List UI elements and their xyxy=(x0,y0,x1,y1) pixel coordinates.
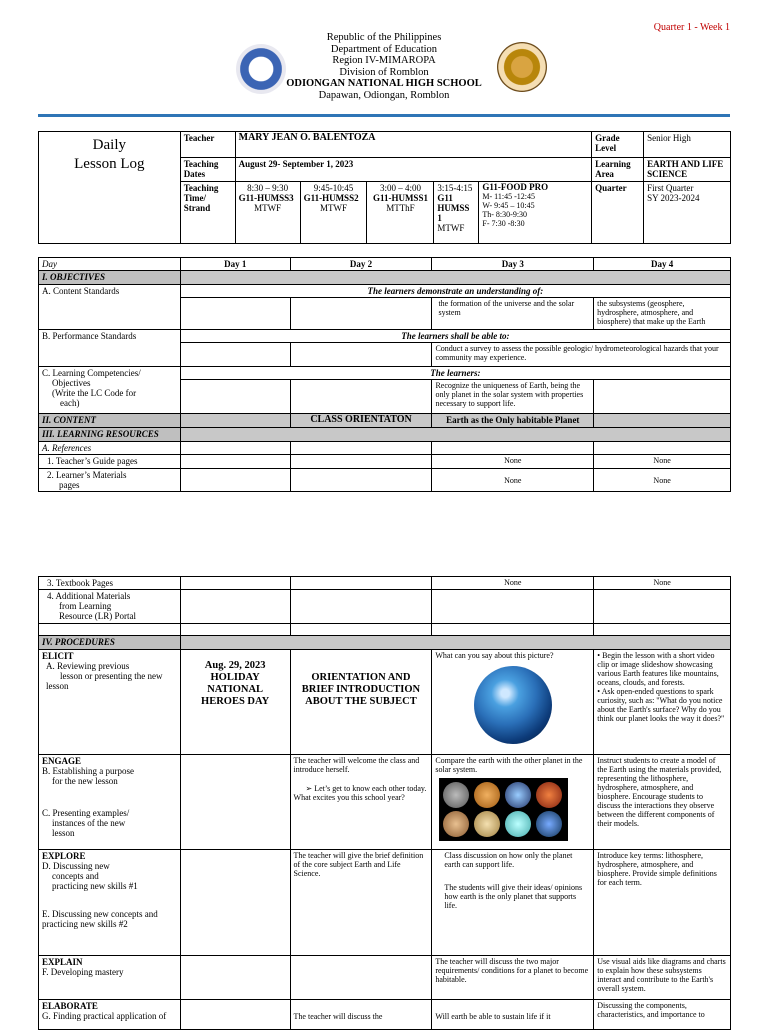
school-address: Dapawan, Odiongan, Romblon xyxy=(318,89,450,101)
cell-text: Conduct a survey to assess the possible geologic/ hydrometeorological hazards that your community may experience. xyxy=(432,343,731,367)
holiday-note: Aug. 29, 2023 HOLIDAY NATIONAL HEROES DAY xyxy=(180,650,290,755)
teacher-name: MARY JEAN O. BALENTOZA xyxy=(235,132,591,158)
quarter-value: First Quarter SY 2023-2024 xyxy=(644,182,731,244)
header-line: Division of Romblon xyxy=(339,66,429,78)
cell-text: the formation of the universe and the solar system xyxy=(432,298,594,330)
lesson-plan-table-page1 xyxy=(38,257,731,492)
row-label: EXPLAIN F. Developing mastery xyxy=(39,956,181,1000)
orientation-note: ORIENTATION AND BRIEF INTRODUCTION ABOUT THE SUBJECT xyxy=(290,650,432,755)
cell-text: Instruct students to create a model of the Earth using the materials provided, representing the lithosphere, hydrosphere, atmosphere, and biosphere. Encourage students to discuss the interactions they observe between the different components of their models. xyxy=(594,755,731,850)
cell-text: The teacher will discuss the xyxy=(290,1000,432,1030)
cell-text: What can you say about this picture? xyxy=(432,650,594,755)
cell-text: the subsystems (geosphere, hydrosphere, atmosphere, and biosphere) that make up the Earth xyxy=(594,298,731,330)
area-value: EARTH AND LIFE SCIENCE xyxy=(644,158,731,182)
cell-text: Use visual aids like diagrams and charts to explain how these subsystems interact and contribute to the Earth's overall system. xyxy=(594,956,731,1000)
day-header: Day xyxy=(39,258,181,271)
row-label: ENGAGE B. Establishing a purpose for the new lesson C. Presenting examples/ instances of the new lesson xyxy=(39,755,181,850)
cell-text: The teacher will welcome the class and introduce herself. ➢ Let’s get to know each other today. What excites you this school year? xyxy=(290,755,432,850)
cell-text: Discussing the components, characteristics, and importance to xyxy=(594,1000,731,1030)
dates-label: Teaching Dates xyxy=(180,158,235,182)
row-label: A. Content Standards xyxy=(39,285,181,330)
standard-banner: The learners demonstrate an understanding of: xyxy=(180,285,730,298)
header-line: Region IV-MIMAROPA xyxy=(332,55,436,66)
row-label: 4. Additional Materials from Learning Resource (LR) Portal xyxy=(39,590,181,624)
row-label: ELABORATE G. Finding practical application of xyxy=(39,1000,181,1030)
cell-text: None xyxy=(432,455,594,469)
planets-image xyxy=(439,778,568,841)
row-label: ELICIT A. Reviewing previous lesson or presenting the new lesson xyxy=(39,650,181,755)
teacher-label: Teacher xyxy=(180,132,235,158)
log-title: Daily Lesson Log xyxy=(39,132,181,244)
document-header xyxy=(0,32,768,101)
standard-banner: The learners: xyxy=(180,367,730,380)
schedule-slot: 8:30 – 9:30 G11-HUMSS3 MTWF xyxy=(235,182,300,244)
schedule-slot: 9:45-10:45 G11-HUMSS2 MTWF xyxy=(300,182,367,244)
section-heading: II. CONTENT xyxy=(39,414,181,428)
cell-text: None xyxy=(594,577,731,590)
section-heading: I. OBJECTIVES xyxy=(39,271,181,285)
header-divider xyxy=(38,114,730,117)
header-line: Department of Education xyxy=(330,43,438,55)
row-label: EXPLORE D. Discussing new concepts and practicing new skills #1 E. Discussing new concepts and practicing new skills #2 xyxy=(39,850,181,956)
grade-value: Senior High xyxy=(644,132,731,158)
lesson-plan-table-page2 xyxy=(38,576,731,1030)
section-heading: IV. PROCEDURES xyxy=(39,636,181,650)
quarter-label: Quarter xyxy=(592,182,644,244)
lesson-info-table xyxy=(38,131,731,244)
cell-text: None xyxy=(594,469,731,492)
earth-image xyxy=(474,666,552,744)
section-heading: III. LEARNING RESOURCES xyxy=(39,428,181,442)
cell-text: Introduce key terms: lithosphere, hydrosphere, atmosphere, and biosphere. Provide simple definitions for each term. xyxy=(594,850,731,956)
cell-text: Recognize the uniqueness of Earth, being the only planet in the solar system with properties necessary to support life. xyxy=(432,380,594,414)
cell-text: Will earth be able to sustain life if it xyxy=(432,1000,594,1030)
time-label: Teaching Time/ Strand xyxy=(180,182,235,244)
day-header: Day 1 xyxy=(180,258,290,271)
cell-text: Earth as the Only habitable Planet xyxy=(432,414,594,428)
cell-text: Class discussion on how only the planet earth can support life. The students will give their ideas/ opinions how earth is the only planet that supports life. xyxy=(432,850,594,956)
row-label: A. References xyxy=(39,442,181,455)
header-line: Republic of the Philippines xyxy=(326,32,442,43)
cell-text: None xyxy=(432,469,594,492)
row-label: 1. Teacher’s Guide pages xyxy=(39,455,181,469)
row-label: B. Performance Standards xyxy=(39,330,181,367)
schedule-slot: 3:00 – 4:00 G11-HUMSS1 MTThF xyxy=(367,182,434,244)
quarter-week-label: Quarter 1 - Week 1 xyxy=(653,22,730,33)
bullet-item: ➢ Let’s get to know each other today. xyxy=(305,784,427,793)
cell-text: CLASS ORIENTATON xyxy=(290,414,432,428)
standard-banner: The learners shall be able to: xyxy=(180,330,730,343)
row-label: 2. Learner’s Materials pages xyxy=(39,469,181,492)
grade-label: Grade Level xyxy=(592,132,644,158)
day-header: Day 4 xyxy=(594,258,731,271)
day-header: Day 2 xyxy=(290,258,432,271)
cell-text: The teacher will give the brief definition of the core subject Earth and Life Science. xyxy=(290,850,432,956)
schedule-slot: G11-FOOD PRO M- 11:45 -12:45 W- 9:45 – 10:45 Th- 8:30-9:30 F- 7:30 -8:30 xyxy=(479,182,592,244)
dates-value: August 29- September 1, 2023 xyxy=(235,158,591,182)
day-header: Day 3 xyxy=(432,258,594,271)
cell-text: The teacher will discuss the two major requirements/ conditions for a planet to become habitable. xyxy=(432,956,594,1000)
cell-text: None xyxy=(594,455,731,469)
cell-text: Compare the earth with the other planet in the solar system. xyxy=(432,755,594,850)
row-label: 3. Textbook Pages xyxy=(39,577,181,590)
school-name: ODIONGAN NATIONAL HIGH SCHOOL xyxy=(286,78,482,89)
cell-text: • Begin the lesson with a short video clip or image slideshow showcasing various Earth features like mountains, oceans, clouds, and forests. • Ask open-ended questions to spark curiosity, such as: "What do you notice about the Earth's surface? Why do you think our planet looks the way it does?" xyxy=(594,650,731,755)
area-label: Learning Area xyxy=(592,158,644,182)
row-label: C. Learning Competencies/ Objectives (Write the LC Code for each) xyxy=(39,367,181,414)
cell-text: None xyxy=(432,577,594,590)
schedule-slot: 3:15-4:15 G11 HUMSS 1 MTWF xyxy=(434,182,479,244)
